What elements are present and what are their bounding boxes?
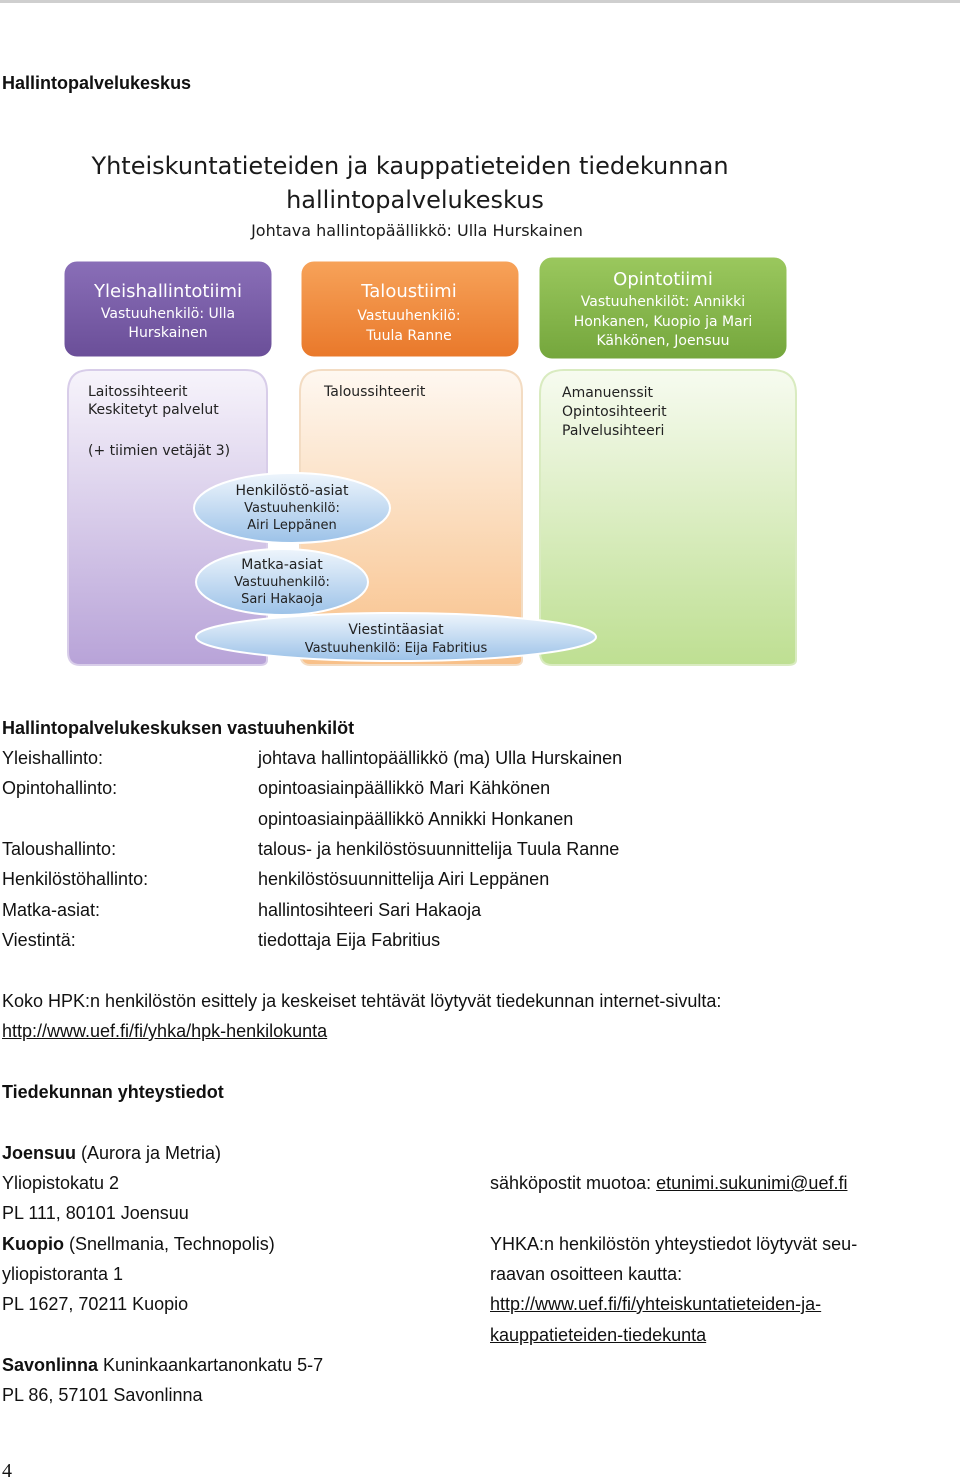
- ellipse-line: Vastuuhenkilö:: [244, 501, 340, 516]
- team-line: Kähkönen, Joensuu: [596, 333, 730, 349]
- ellipse-line: Viestintäasiat: [348, 622, 444, 638]
- ellipse-line: Vastuuhenkilö:: [234, 575, 330, 590]
- email-info: [490, 1172, 847, 1194]
- column-line: Opintosihteerit: [562, 404, 667, 420]
- team-line: Hurskainen: [128, 325, 208, 341]
- page-number: 4: [2, 1460, 12, 1482]
- joensuu-po: PL 111, 80101 Joensuu: [2, 1203, 189, 1223]
- responsible-label: Yleishallinto:: [2, 748, 104, 768]
- joensuu-street: Yliopistokatu 2: [2, 1173, 120, 1193]
- ellipse-line: Matka-asiat: [241, 557, 323, 573]
- page-title: Hallintopalvelukeskus: [2, 73, 192, 93]
- responsible-label: Taloushallinto:: [2, 839, 117, 859]
- top-rule: [0, 0, 960, 3]
- team-name: Taloustiimi: [361, 281, 457, 302]
- yhka-link-part1[interactable]: http://www.uef.fi/fi/yhteiskuntatieteiden-ja-: [490, 1294, 822, 1314]
- kuopio-detail: (Snellmania, Technopolis): [63, 1234, 275, 1254]
- team-yleishallinto: [63, 260, 273, 358]
- joensuu-title: [2, 1142, 221, 1164]
- team-talous: [300, 260, 520, 358]
- diagram-title: [90, 152, 728, 240]
- responsible-label: Opintohallinto:: [2, 778, 118, 798]
- ellipse-line: Henkilöstö-asiat: [235, 483, 349, 499]
- savonlinna-name: Savonlinna: [2, 1355, 99, 1375]
- diagram-title-line1: Yhteiskuntatieteiden ja kauppatieteiden tiedekunnan: [91, 152, 729, 180]
- yhka-line2: raavan osoitteen kautta:: [490, 1264, 683, 1284]
- joensuu-detail: (Aurora ja Metria): [76, 1143, 222, 1163]
- responsible-value: tiedottaja Eija Fabritius: [258, 930, 441, 950]
- team-line: Vastuuhenkilö:: [357, 308, 461, 324]
- column-line: Palvelusihteeri: [562, 423, 665, 439]
- column-line: Keskitetyt palvelut: [88, 402, 219, 418]
- responsible-value: hallintosihteeri Sari Hakaoja: [258, 900, 482, 920]
- team-opinto: [538, 256, 788, 360]
- team-line: Vastuuhenkilö: Ulla: [100, 306, 236, 322]
- ellipse-henkilosto: [194, 473, 390, 543]
- column-line: Taloussihteerit: [324, 384, 426, 400]
- staff-link[interactable]: http://www.uef.fi/fi/yhka/hpk-henkilokunta: [2, 1021, 328, 1041]
- yhka-line1: YHKA:n henkilöstön yhteystiedot löytyvät seu-: [490, 1234, 858, 1254]
- kuopio-street: yliopistoranta 1: [2, 1264, 124, 1284]
- ellipse-line: Sari Hakaoja: [241, 592, 323, 607]
- savonlinna-title: [2, 1354, 323, 1376]
- kuopio-po: PL 1627, 70211 Kuopio: [2, 1294, 189, 1314]
- diagram-subtitle: Johtava hallintopäällikkö: Ulla Hurskainen: [251, 221, 583, 240]
- column-line: Laitossihteerit: [88, 384, 188, 400]
- responsible-label: Matka-asiat:: [2, 900, 101, 920]
- ellipse-line: Airi Leppänen: [247, 518, 337, 533]
- column-opinto: [540, 370, 796, 665]
- responsible-value: talous- ja henkilöstösuunnittelija Tuula Ranne: [258, 839, 620, 859]
- ellipse-matka: [196, 549, 368, 615]
- email-link[interactable]: etunimi.sukunimi@uef.fi: [656, 1173, 848, 1193]
- responsible-value: opintoasiainpäällikkö Annikki Honkanen: [258, 809, 574, 829]
- staff-note: Koko HPK:n henkilöstön esittely ja keskeiset tehtävät löytyvät tiedekunnan internet-sivulta:: [2, 991, 722, 1011]
- responsible-heading: Hallintopalvelukeskuksen vastuuhenkilöt: [2, 718, 355, 738]
- responsible-label: Henkilöstöhallinto:: [2, 869, 149, 889]
- team-name: Yleishallintotiimi: [94, 281, 242, 302]
- ellipse-viestinta: [196, 613, 596, 661]
- responsible-value: opintoasiainpäällikkö Mari Kähkönen: [258, 778, 551, 798]
- team-line: Honkanen, Kuopio ja Mari: [573, 314, 753, 330]
- responsible-label: Viestintä:: [2, 930, 76, 950]
- org-diagram: [60, 140, 830, 680]
- ellipse-line: Vastuuhenkilö: Eija Fabritius: [304, 641, 488, 656]
- joensuu-name: Joensuu: [2, 1143, 77, 1163]
- diagram-title-line2: hallintopalvelukeskus: [286, 186, 544, 214]
- team-name: Opintotiimi: [613, 269, 713, 290]
- contacts-heading: Tiedekunnan yhteystiedot: [2, 1082, 224, 1102]
- kuopio-title: [2, 1233, 275, 1255]
- team-line: Tuula Ranne: [366, 328, 452, 344]
- responsible-value: henkilöstösuunnittelija Airi Leppänen: [258, 869, 550, 889]
- yhka-link-part2[interactable]: kauppatieteiden-tiedekunta: [490, 1325, 707, 1345]
- team-line: Vastuuhenkilöt: Annikki: [580, 294, 746, 310]
- responsible-value: johtava hallintopäällikkö (ma) Ulla Hurskainen: [258, 748, 623, 768]
- savonlinna-po: PL 86, 57101 Savonlinna: [2, 1385, 203, 1405]
- column-line: (+ tiimien vetäjät 3): [88, 443, 231, 459]
- email-label: sähköpostit muotoa:: [490, 1173, 657, 1193]
- kuopio-name: Kuopio: [2, 1234, 64, 1254]
- column-line: Amanuenssit: [562, 385, 653, 401]
- savonlinna-detail: Kuninkaankartanonkatu 5-7: [98, 1355, 324, 1375]
